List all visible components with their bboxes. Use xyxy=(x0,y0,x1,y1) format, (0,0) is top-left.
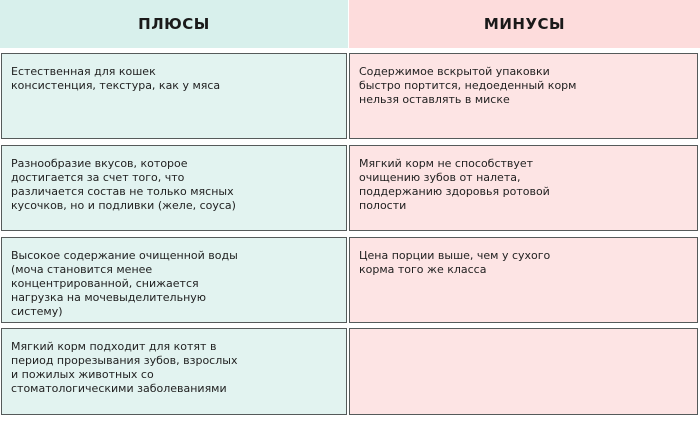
pros-header: ПЛЮСЫ xyxy=(0,0,348,48)
pros-cell: Разнообразие вкусов, которое достигается за счет того, что различается состав не только мясных кусочков, но и подливки (желе, соуса) xyxy=(1,145,347,231)
cons-cell: Цена порции выше, чем у сухого корма того же класса xyxy=(349,237,698,323)
pros-cell: Естественная для кошек консистенция, текстура, как у мяса xyxy=(1,53,347,139)
cons-column xyxy=(349,0,700,422)
cons-header: МИНУСЫ xyxy=(349,0,700,48)
cons-cell: Мягкий корм не способствует очищению зубов от налета, поддержанию здоровья ротовой полости xyxy=(349,145,698,231)
cons-cell-empty xyxy=(349,328,698,415)
pros-cell: Мягкий корм подходит для котят в период прорезывания зубов, взрослых и пожилых животных со стоматологическими заболеваниями xyxy=(1,328,347,415)
cons-cell: Содержимое вскрытой упаковки быстро портится, недоеденный корм нельзя оставлять в миске xyxy=(349,53,698,139)
pros-cell: Высокое содержание очищенной воды (моча становится менее концентрированной, снижается нагрузка на мочевыделительную систему) xyxy=(1,237,347,323)
pros-column xyxy=(0,0,348,422)
